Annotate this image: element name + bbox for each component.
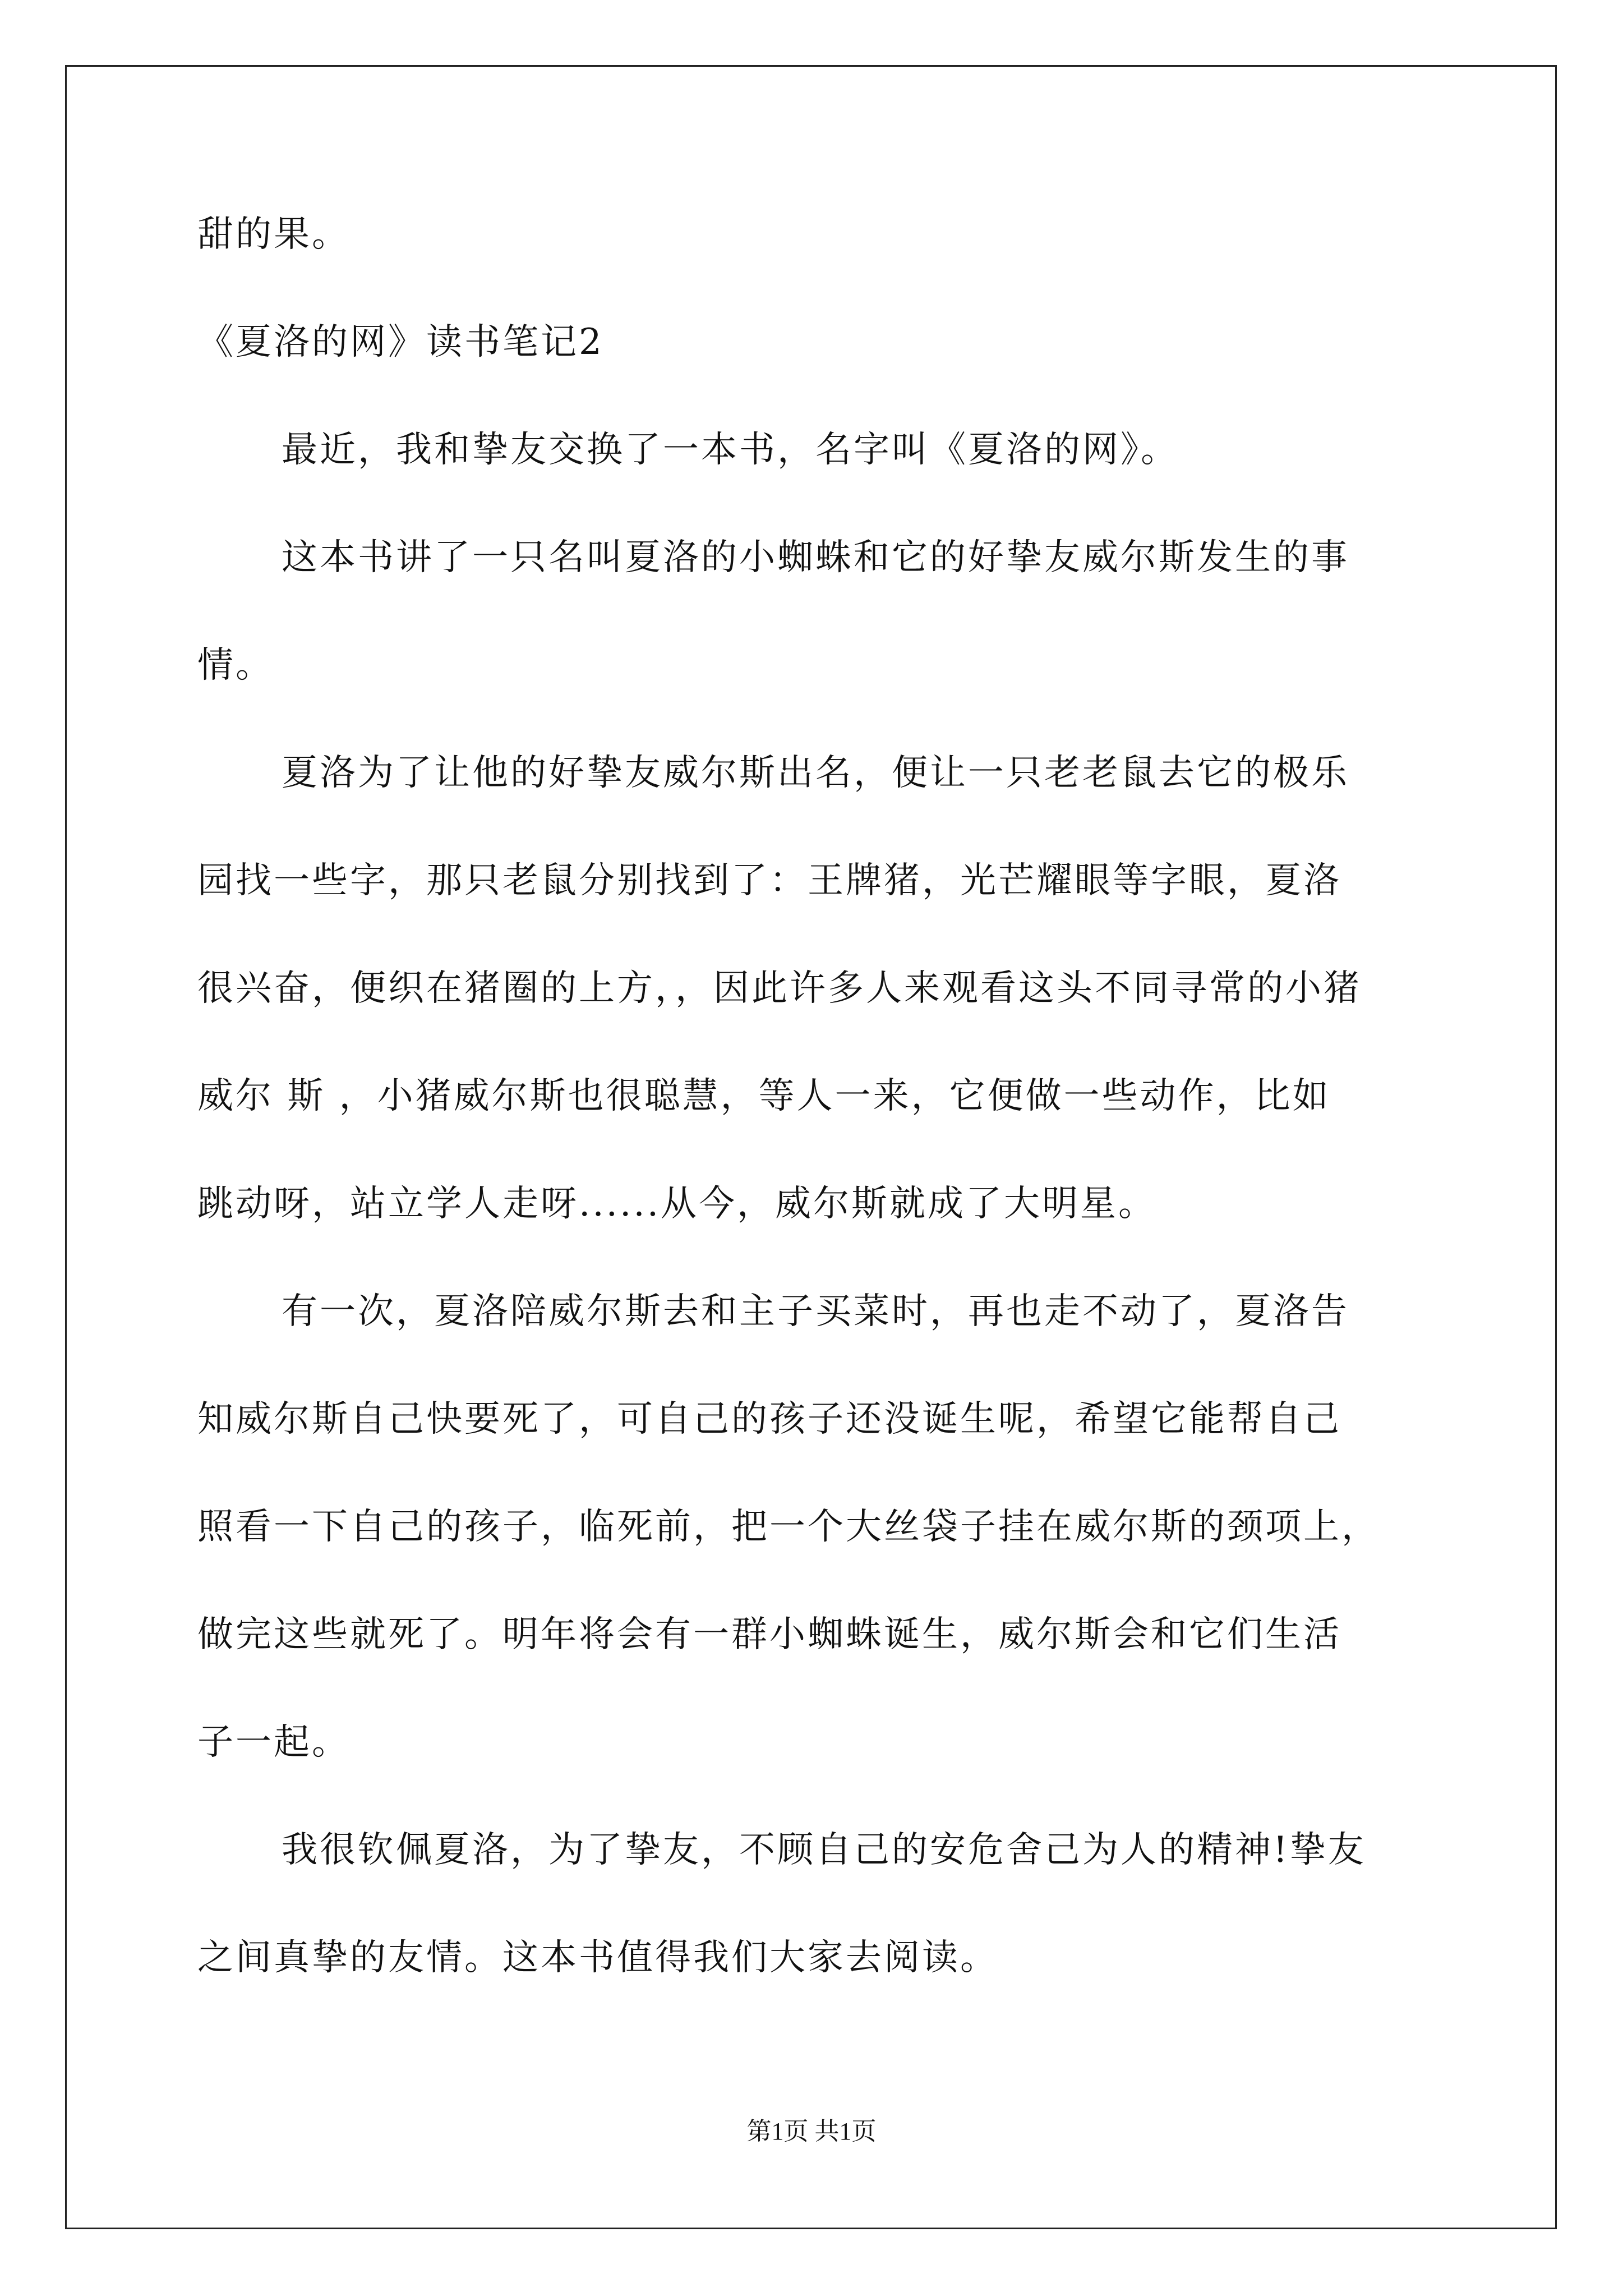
section-title: 《夏洛的网》读书笔记2 xyxy=(197,321,604,363)
text-line: 子一起。 xyxy=(197,1722,350,1763)
text-line: 跳动呀，站立学人走呀......从今，威尔斯就成了大明星。 xyxy=(197,1183,1157,1225)
text-line: 很兴奋，便织在猪圈的上方，，因此许多人来观看这头不同寻常的小猪 xyxy=(197,968,1362,1009)
document-body xyxy=(197,208,1437,2039)
text-line: 甜的果。 xyxy=(197,214,350,255)
text-line: 之间真挚的友情。这本书值得我们大家去阅读。 xyxy=(197,1937,998,1978)
text-line: 照看一下自己的孩子，临死前，把一个大丝袋子挂在威尔斯的颈项上， xyxy=(197,1506,1380,1548)
text-line: 园找一些字，那只老鼠分别找到了：王牌猪，光芒耀眼等字眼，夏洛 xyxy=(197,860,1341,901)
paragraph-start: 这本书讲了一只名叫夏洛的小蜘蛛和它的好挚友威尔斯发生的事 xyxy=(282,537,1349,578)
paragraph-start: 夏洛为了让他的好挚友威尔斯出名，便让一只老老鼠去它的极乐 xyxy=(282,752,1349,794)
paragraph-start: 有一次，夏洛陪威尔斯去和主子买菜时，再也走不动了，夏洛告 xyxy=(282,1291,1349,1332)
page-number-footer: 第1页 共1页 xyxy=(746,2118,877,2145)
paragraph-start: 我很钦佩夏洛，为了挚友，不顾自己的安危舍己为人的精神!挚友 xyxy=(282,1829,1366,1871)
text-line: 威尔 斯 ，小猪威尔斯也很聪慧，等人一来，它便做一些动作，比如 xyxy=(197,1075,1331,1117)
text-line: 知威尔斯自己快要死了，可自己的孩子还没诞生呢，希望它能帮自己 xyxy=(197,1398,1341,1440)
text-line: 情。 xyxy=(197,645,274,686)
paragraph-start: 最近，我和挚友交换了一本书，名字叫《夏洛的网》。 xyxy=(282,429,1179,471)
text-line: 做完这些就死了。明年将会有一群小蜘蛛诞生，威尔斯会和它们生活 xyxy=(197,1614,1341,1655)
